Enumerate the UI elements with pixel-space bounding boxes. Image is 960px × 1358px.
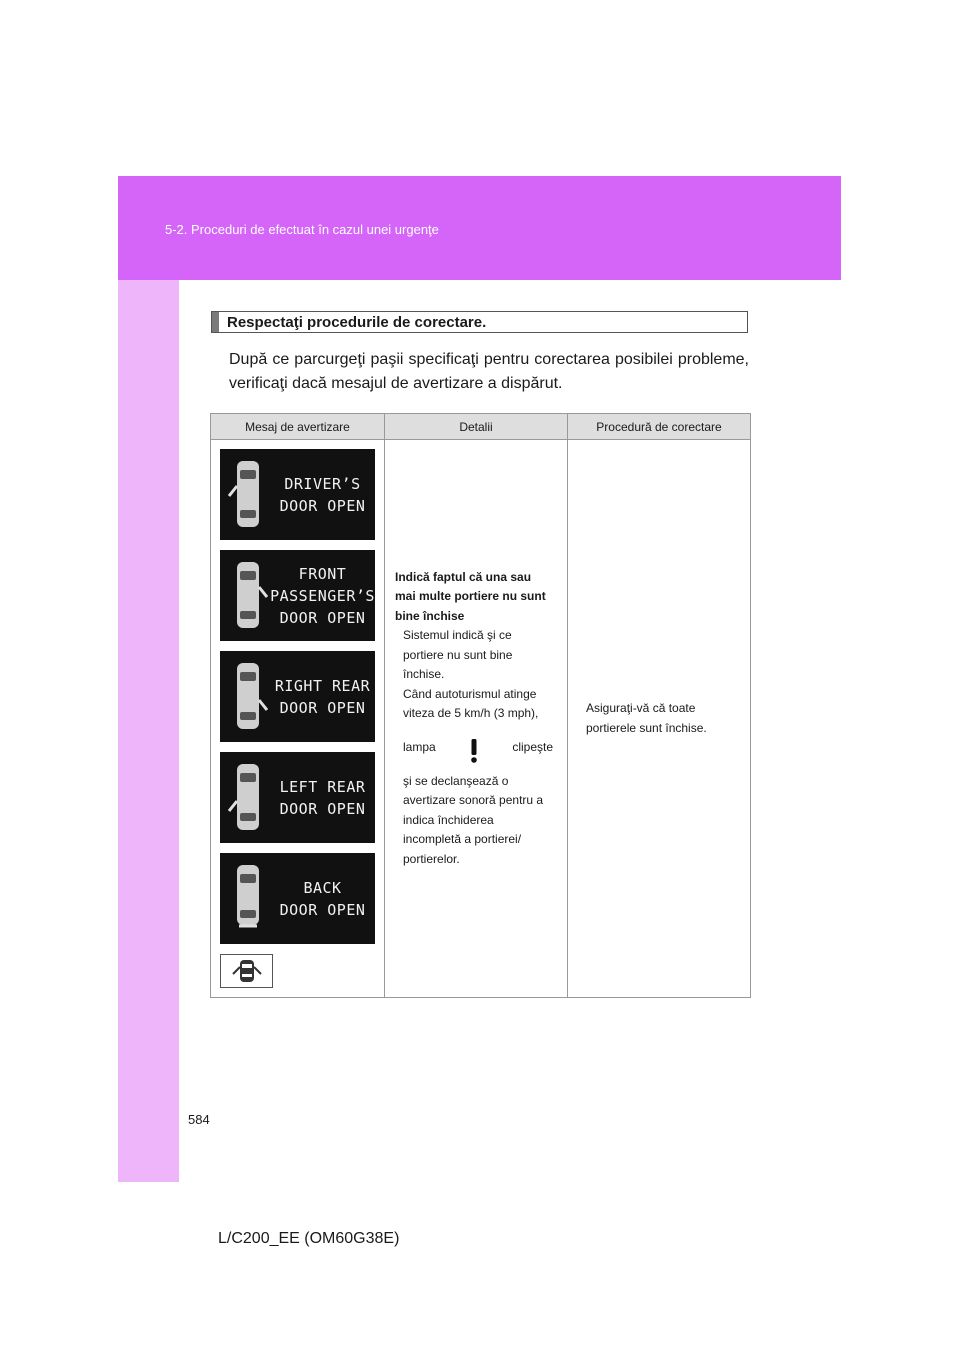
- car-door-open-icon: [229, 958, 265, 984]
- column-header-details: Detalii: [385, 414, 568, 440]
- message-line: RIGHT REAR: [274, 676, 371, 695]
- details-text: Sistemul indică şi ce portiere nu sunt bine închise.: [403, 628, 513, 682]
- message-line: FRONT: [298, 564, 347, 583]
- step-heading-text: Respectaţi procedurile de corectare.: [227, 313, 487, 331]
- step-heading: [211, 311, 748, 333]
- details-lead: Indică faptul că una sau mai multe portiere nu sunt bine închise: [395, 569, 546, 623]
- message-line: DOOR OPEN: [279, 900, 366, 919]
- column-header-message: Mesaj de avertizare: [211, 414, 385, 440]
- page-number: 584: [188, 1112, 210, 1127]
- side-tab-strip: [118, 280, 179, 1182]
- column-header-procedure: Procedură de corectare: [568, 414, 751, 440]
- details-cell: [385, 440, 568, 998]
- back-door-open-display: [220, 853, 375, 944]
- driver-door-open-display: [220, 449, 375, 540]
- message-line: DOOR OPEN: [279, 496, 366, 515]
- car-top-view-icon: [228, 761, 268, 833]
- car-top-view-icon: [228, 458, 268, 530]
- message-line: DRIVER’S: [284, 474, 361, 493]
- message-line: LEFT REAR: [279, 777, 366, 796]
- details-text: Când autoturismul atinge viteza de 5 km/h (3 mph),: [403, 686, 539, 721]
- step-instructions: După ce parcurgeţi paşii specificaţi pentru corectarea posibilei probleme, verificaţi dacă mesajul de avertizare a dispărut.: [229, 351, 749, 392]
- message-line: BACK: [303, 878, 342, 897]
- car-top-view-icon: [228, 862, 268, 934]
- front-passenger-door-open-display: [220, 550, 375, 641]
- message-line: DOOR OPEN: [279, 608, 366, 627]
- right-rear-door-open-display: [220, 651, 375, 742]
- message-cell: [211, 440, 385, 998]
- heading-marker: [212, 312, 219, 332]
- document-code: L/C200_EE (OM60G38E): [218, 1230, 400, 1247]
- lamp-action: clipeşte: [512, 740, 553, 754]
- details-text: şi se declanşează o avertizare sonoră pentru a indica închiderea incompletă a portierei/ portierelor.: [403, 773, 544, 866]
- message-line: PASSENGER’S: [270, 586, 375, 605]
- procedure-cell: [568, 440, 751, 998]
- master-warning-icon: [454, 730, 494, 766]
- table-row: [211, 440, 751, 998]
- lamp-label: lampa: [403, 740, 436, 754]
- car-top-view-icon: [228, 660, 268, 732]
- table-header-row: [211, 414, 751, 440]
- lamp-line: [395, 730, 553, 766]
- message-line: DOOR OPEN: [279, 799, 366, 818]
- open-door-indicator: [220, 954, 273, 988]
- procedure-text: Asiguraţi-vă că toate portierele sunt închise.: [586, 701, 707, 735]
- message-line: DOOR OPEN: [279, 698, 366, 717]
- left-rear-door-open-display: [220, 752, 375, 843]
- car-top-view-icon: [228, 559, 268, 631]
- warning-table: [210, 413, 751, 998]
- section-title: 5-2. Proceduri de efectuat în cazul unei urgenţe: [165, 222, 439, 237]
